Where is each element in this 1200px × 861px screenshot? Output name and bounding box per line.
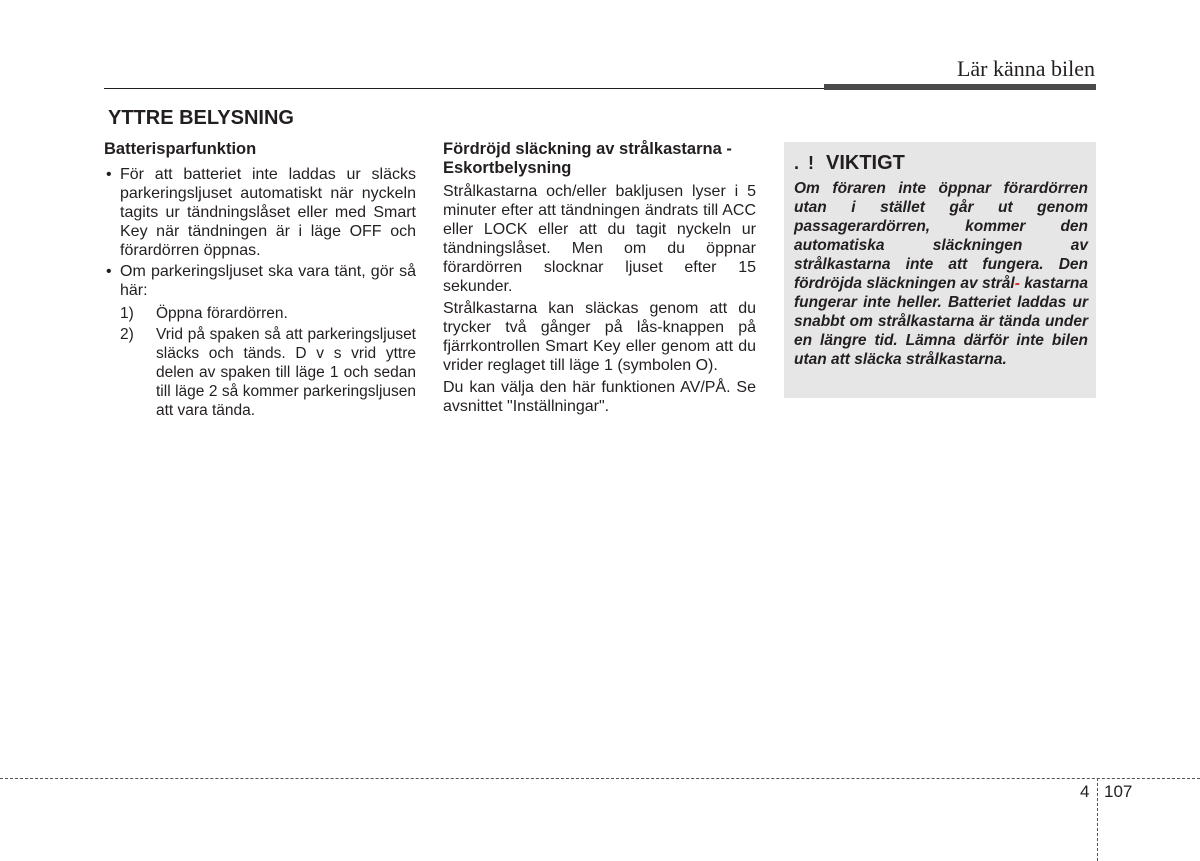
paragraph: Strålkastarna och/eller bakljusen lyser i 5 minuter efter att tändningen ändrats till ACC eller LOCK eller att du tagit nyckeln ur tändningslåset. Men om du öppnar förardörren slocknar ljuset efter 15 sekunder.: [443, 183, 756, 295]
paragraph: Strålkastarna kan släckas genom att du trycker två gånger på lås-knappen på fjärrkontrollen Smart Key eller genom att du vrider reglaget till läge 1 (symbolen O).: [443, 300, 756, 374]
warning-title: VIKTIGT: [826, 152, 905, 174]
section-title: YTTRE BELYSNING: [108, 107, 294, 129]
bullet-icon: •: [106, 263, 112, 280]
step-item: [120, 325, 416, 420]
page-number: 107: [1104, 782, 1133, 801]
warning-hyphen: -: [1014, 275, 1020, 292]
battery-saver-heading: Batterisparfunktion: [104, 140, 257, 158]
warning-box: [784, 142, 1096, 398]
running-header: Lär känna bilen: [956, 56, 1095, 81]
paragraph: Du kan välja den här funktionen AV/PÅ. Se avsnittet "Inställningar".: [443, 379, 756, 415]
footer-divider-vertical: [1097, 778, 1098, 861]
battery-saver-column: [104, 140, 416, 422]
steps-list: [120, 304, 416, 420]
step-text: Öppna förardörren.: [156, 305, 288, 322]
warning-header: [794, 152, 905, 175]
chapter-number: 4: [1080, 782, 1090, 801]
step-number: 2): [120, 326, 134, 343]
escort-lighting-column: [443, 140, 756, 419]
warning-icon: . !: [794, 153, 816, 173]
step-item: [120, 304, 416, 323]
step-text: Vrid på spaken så att parkeringsljuset släcks och tänds. D v s vrid yttre delen av spaken till läge 1 och sedan till läge 2 så kommer parkeringsljusen att vara tända.: [156, 326, 416, 419]
escort-lighting-heading: Fördröjd släckning av strålkastarna - Eskortbelysning: [443, 140, 732, 177]
header-rule-accent: [824, 84, 1096, 90]
list-item: [104, 165, 416, 260]
step-number: 1): [120, 305, 134, 322]
list-item: [104, 262, 416, 420]
battery-saver-list: [104, 165, 416, 420]
bullet-icon: •: [106, 166, 112, 183]
list-item-text: För att batteriet inte laddas ur släcks parkeringsljuset automatiskt när nyckeln tagits ur tändningslåset eller med Smart Key när tändningen är i läge OFF och förardörren öppnas.: [120, 166, 416, 259]
warning-text-part: kastarna fungerar inte heller. Batteriet laddas ur snabbt om strålkastarna är tända under en längre tid. Lämna därför inte bilen utan att släcka strålkastarna.: [794, 275, 1088, 368]
list-item-text: Om parkeringsljuset ska vara tänt, gör så här:: [120, 263, 416, 299]
footer-divider: [0, 778, 1200, 779]
header-rule: [104, 88, 824, 89]
warning-text: [794, 179, 1088, 369]
warning-text-part: Om föraren inte öppnar förardörren utan i stället går ut genom passagerardörren, kommer den automatiska släckningen av strålkastarna inte att fungera. Den fördröjda släckningen av strål: [794, 180, 1088, 292]
